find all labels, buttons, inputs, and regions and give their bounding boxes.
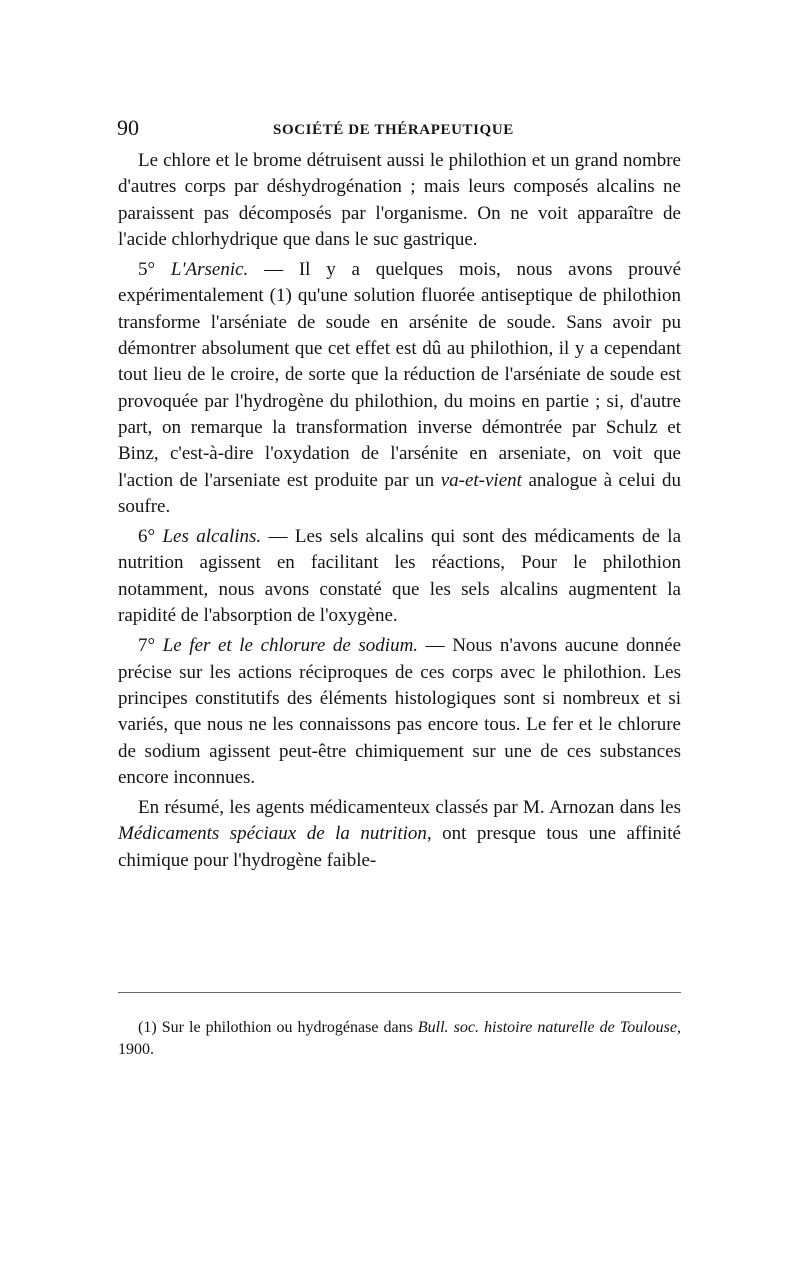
section-title-fer: Le fer et le chlorure de sodium. [162,635,419,657]
paragraph-resume-text: En résumé, les agents médicamenteux classés par M. Arnozan dans les [138,797,681,819]
section-number: 7° [138,635,156,657]
paragraph-arsenic-text-end: analogue à celui du soufre. [118,469,681,517]
paragraph-fer [118,633,681,791]
footnote-year: 1900. [118,1041,154,1058]
paragraph-fer-text: — Nous n'avons aucune donnée précise sur les actions réciproques de ces corps avec le philothion. Les principes constitutifs des éléments histologiques sont si nombreux et si variés, que nous ne les connaissons pas encore tous. Le fer et le chlorure de sodium agissent peut-être chimiquement sur une de ces substances encore inconnues. [118,635,682,788]
italic-term: va-et-vient [440,469,522,491]
footnote-citation: Bull. soc. histoire naturelle de Toulouse, [417,1019,682,1036]
section-number: 6° [138,526,156,548]
paragraph-alcalins-text: — Les sels alcalins qui sont des médicaments de la nutrition agissent en facilitant les réactions, Pour le philothion notamment, nous avons constaté que les sels alcalins augmentent la rapidité de l'absorption de l'oxygène. [118,526,681,627]
page-number: 90 [117,115,139,140]
section-number: 5° [138,259,156,281]
paragraph-alcalins [118,524,681,629]
footnote [118,1017,681,1061]
body-text [118,148,681,874]
paragraph-arsenic [118,257,681,520]
paragraph-resume-text-end: ont presque tous une affinité chimique pour l'hydrogène faible- [118,823,681,871]
section-title-arsenic: L'Arsenic. [170,259,249,281]
footnote-text-start: (1) Sur le philothion ou hydrogénase dans [138,1019,418,1036]
paragraph-arsenic-text: — Il y a quelques mois, nous avons prouvé expérimentalement (1) qu'une solution fluorée antiseptique de philothion transforme l'arséniate de soude en arsénite de soude. Sans avoir pu démontrer absolument que cet effet est dû au philothion, il y a cependant tout lieu de le croire, de sorte que la réduction de l'arséniate de soude est provoquée par l'hydrogène du philothion, du moins en partie ; si, d'autre part, on remarque la transformation inverse démontrée par Schulz et Binz, c'est-à-dire l'oxydation de l'arsénite en arseniate, on voit que l'action de l'arseniate est produite par un [118,259,682,491]
paragraph-chlore [118,148,681,253]
page-header [117,114,680,142]
paragraph-chlore-text: Le chlore et le brome détruisent aussi le philothion et un grand nombre d'autres corps par déshydrogénation ; mais leurs composés alcalins ne paraissent pas décomposés par l'organisme. On ne voit apparaître de l'acide chlorhydrique que dans le suc gastrique. [118,150,681,250]
running-title: SOCIÉTÉ DE THÉRAPEUTIQUE [273,122,514,138]
italic-title: Médicaments spéciaux de la nutrition, [118,823,432,845]
footnote-text [118,1017,681,1061]
footnote-divider [118,992,681,993]
paragraph-resume [118,795,681,874]
section-title-alcalins: Les alcalins. [162,526,262,548]
